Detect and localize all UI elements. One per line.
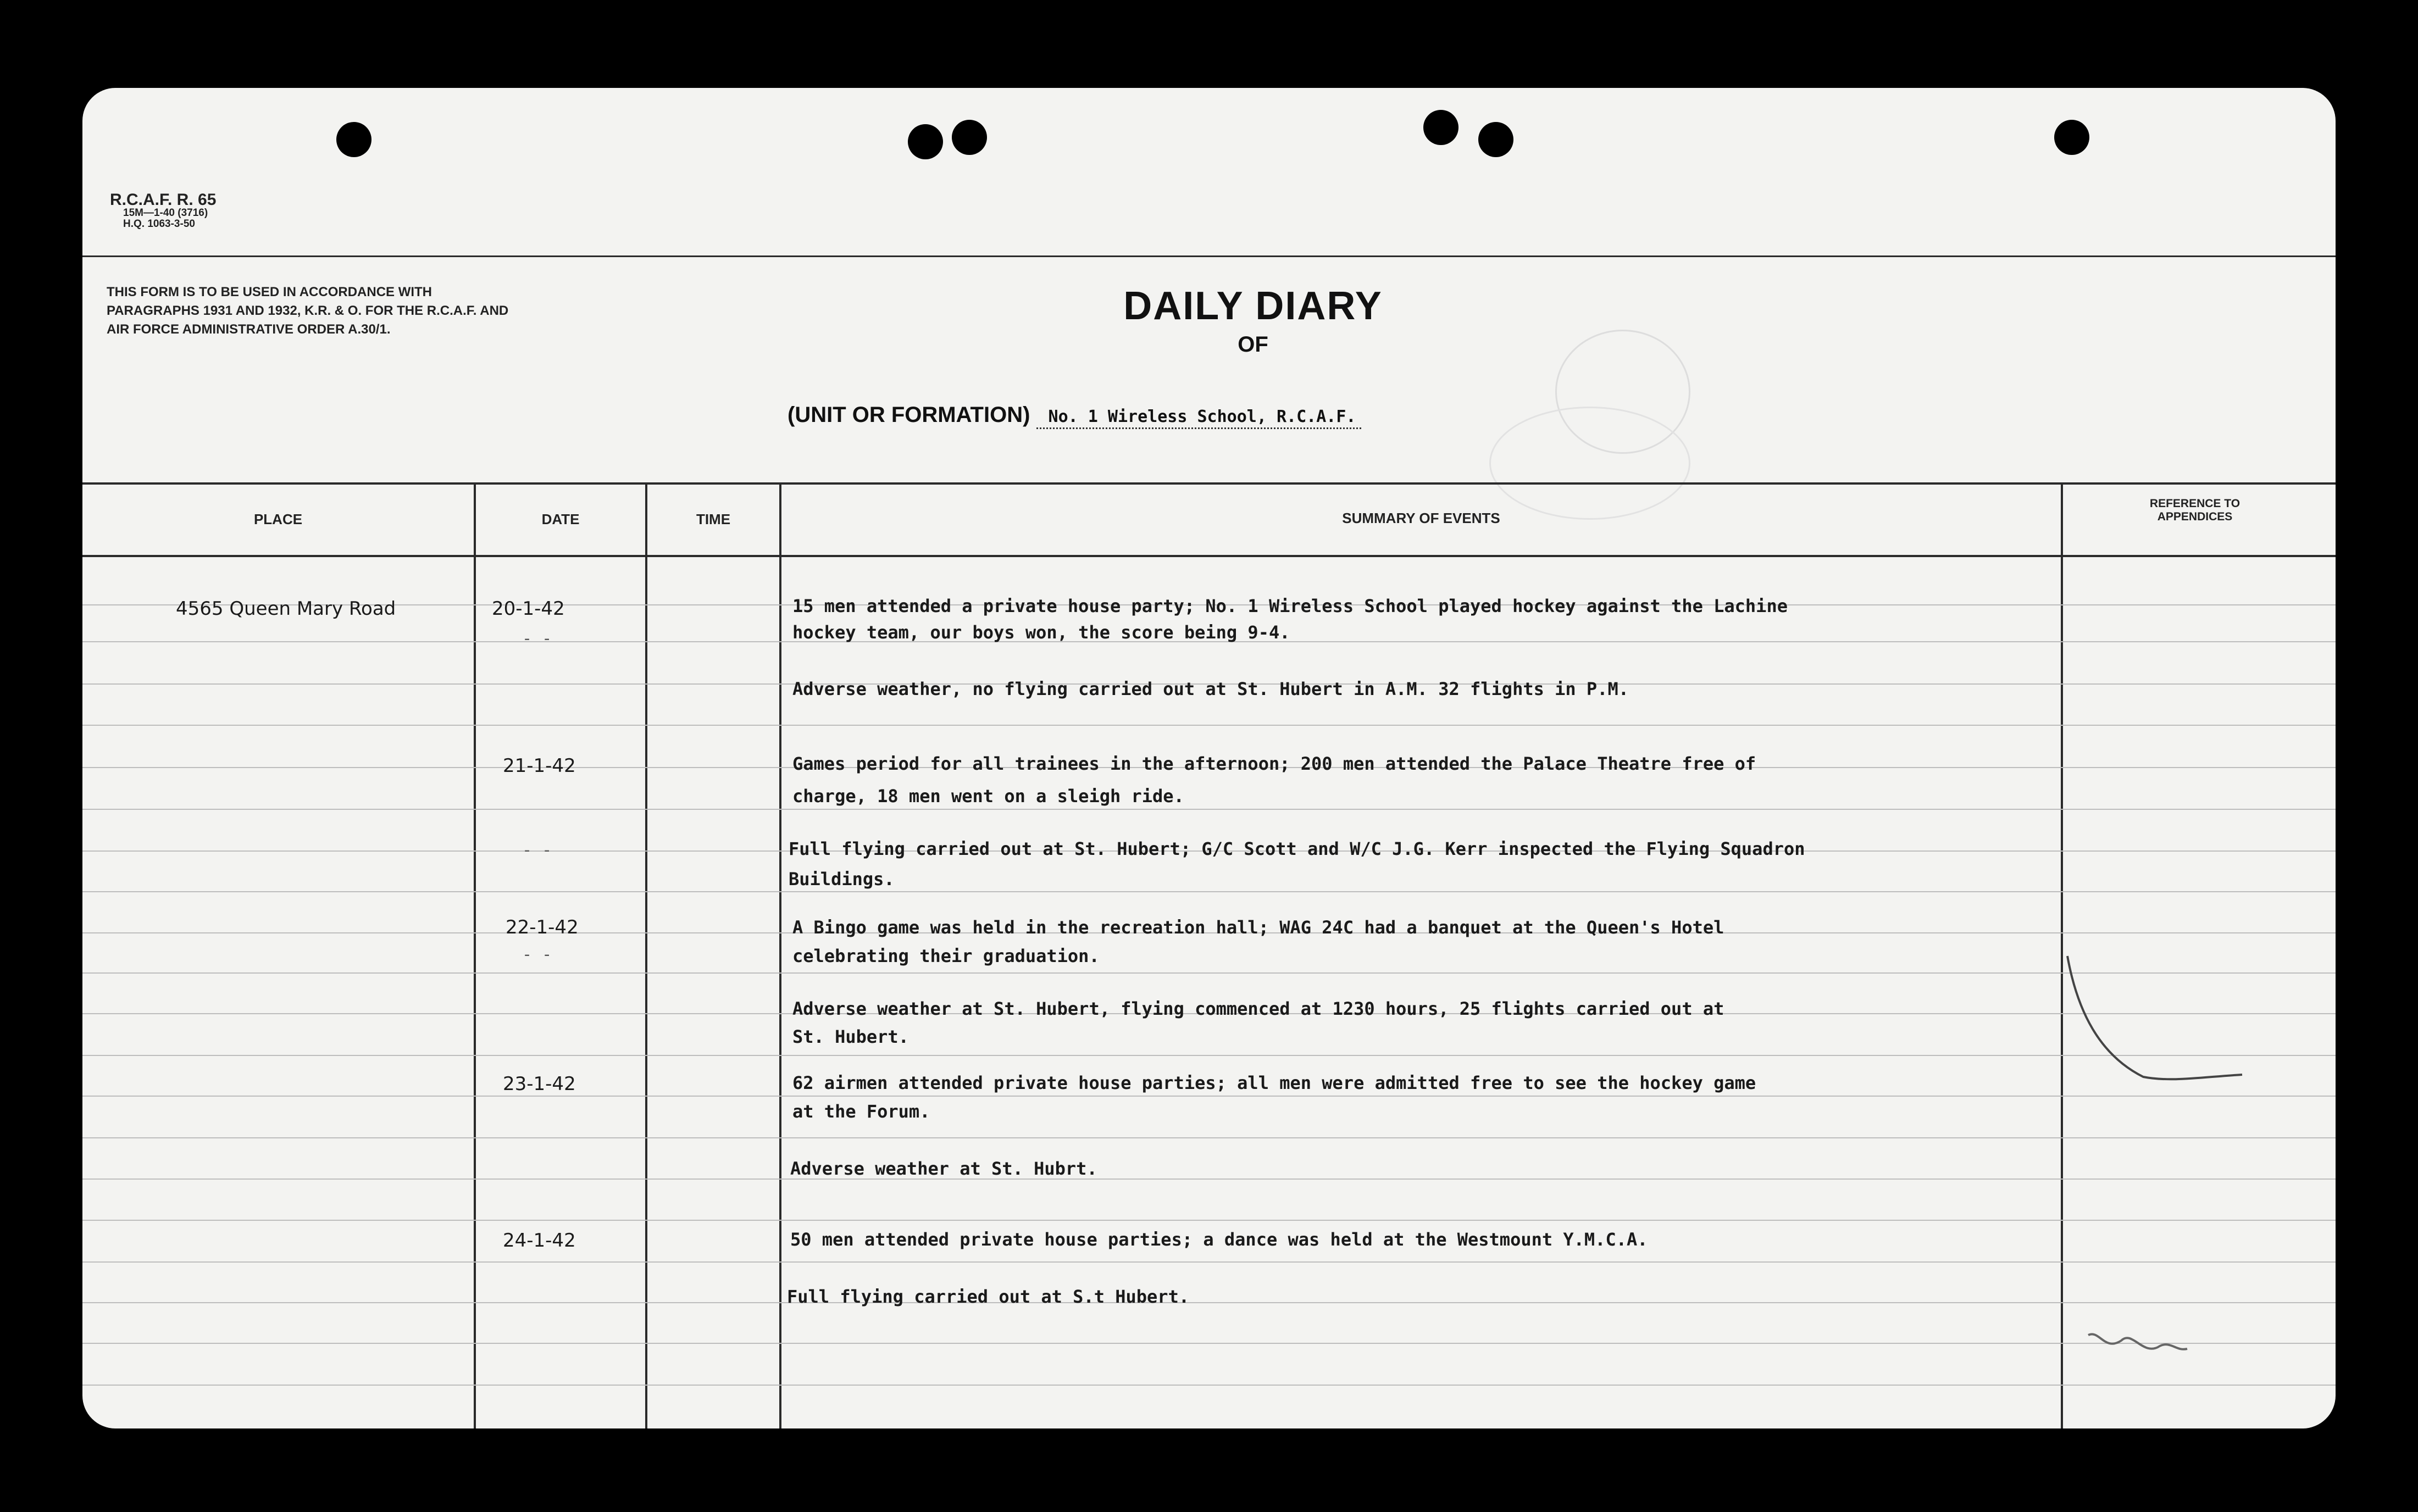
summary-line: Full flying carried out at S.t Hubert.	[787, 1286, 1190, 1307]
ruled-line	[82, 1179, 2336, 1180]
form-code	[110, 192, 216, 230]
ruled-line	[82, 1302, 2336, 1303]
summary-line: 15 men attended a private house party; No. 1 Wireless School played hockey against the Lachine	[792, 596, 1788, 616]
reference-pen-mark	[2061, 945, 2281, 1088]
ruled-line	[82, 809, 2336, 810]
header-divider	[82, 255, 2336, 257]
column-header-date: DATE	[541, 511, 580, 527]
entry-date: 20-1-42	[492, 598, 565, 620]
summary-line: St. Hubert.	[792, 1026, 909, 1047]
summary-line: 50 men attended private house parties; a dance was held at the Westmount Y.M.C.A.	[790, 1229, 1648, 1250]
dash-mark: - -	[522, 841, 552, 860]
form-code-line: 15M—1-40 (3716)	[123, 207, 208, 219]
punch-hole	[336, 122, 371, 157]
unit-line	[787, 403, 1361, 427]
unit-label: (UNIT OR FORMATION)	[787, 403, 1030, 427]
summary-line: 62 airmen attended private house parties; all men were admitted free to see the hockey game	[792, 1072, 1756, 1093]
column-header-summary: SUMMARY OF EVENTS	[1342, 510, 1500, 526]
punch-hole	[952, 120, 987, 155]
column-divider	[779, 482, 781, 1428]
summary-line: Adverse weather at St. Hubrt.	[790, 1158, 1097, 1179]
ruled-line	[82, 725, 2336, 726]
ruled-line	[82, 1261, 2336, 1263]
dash-mark: - -	[522, 945, 552, 964]
form-code-line: R.C.A.F. R. 65	[110, 191, 217, 209]
entry-date: 21-1-42	[503, 755, 576, 777]
table-top-border	[82, 482, 2336, 485]
ruled-line	[82, 1137, 2336, 1138]
summary-line: Buildings.	[789, 869, 895, 890]
table-header-border	[82, 555, 2336, 557]
ruled-line	[82, 972, 2336, 974]
column-header-place: PLACE	[253, 511, 303, 527]
title-of: OF	[1238, 332, 1268, 357]
column-header-reference: REFERENCE TO APPENDICES	[2149, 497, 2240, 523]
ruled-line	[82, 1343, 2336, 1344]
column-divider	[645, 482, 647, 1428]
form-code-line: H.Q. 1063-3-50	[123, 218, 195, 230]
summary-line: A Bingo game was held in the recreation hall; WAG 24C had a banquet at the Queen's Hotel	[792, 917, 1724, 938]
ruled-line	[82, 1055, 2336, 1056]
pencil-mark	[1489, 407, 1690, 520]
dash-mark: - -	[522, 629, 552, 648]
summary-line: Adverse weather at St. Hubert, flying commenced at 1230 hours, 25 flights carried out at	[792, 998, 1724, 1019]
ruled-line	[82, 891, 2336, 892]
reference-pen-squiggle	[2083, 1319, 2204, 1368]
column-divider	[474, 482, 476, 1428]
unit-value: No. 1 Wireless School, R.C.A.F.	[1036, 407, 1362, 429]
summary-line: hockey team, our boys won, the score being 9-4.	[792, 622, 1290, 643]
punch-hole	[2054, 120, 2089, 155]
punch-hole	[1478, 122, 1513, 157]
diary-card	[82, 88, 2336, 1428]
summary-line: Games period for all trainees in the afternoon; 200 men attended the Palace Theatre free of	[792, 753, 1756, 774]
entry-date: 22-1-42	[506, 916, 579, 938]
punch-hole	[1423, 110, 1458, 145]
ruled-line	[82, 1220, 2336, 1221]
entry-date: 23-1-42	[503, 1073, 576, 1095]
title-text: DAILY DIARY	[1123, 284, 1383, 328]
entry-date: 24-1-42	[503, 1230, 576, 1252]
entry-place: 4565 Queen Mary Road	[176, 598, 396, 620]
ruled-line	[82, 1385, 2336, 1386]
form-instructions: THIS FORM IS TO BE USED IN ACCORDANCE WITH PARAGRAPHS 1931 AND 1932, K.R. & O. FOR THE R.C.A.F. AND AIR FORCE ADMINISTRATIVE ORDER A.30/1.	[107, 285, 509, 337]
column-header-time: TIME	[696, 511, 731, 527]
summary-line: charge, 18 men went on a sleigh ride.	[792, 786, 1184, 807]
page-title	[1017, 283, 1489, 360]
summary-line: celebrating their graduation.	[792, 946, 1100, 966]
summary-line: Adverse weather, no flying carried out at St. Hubert in A.M. 32 flights in P.M.	[792, 679, 1629, 699]
summary-line: at the Forum.	[792, 1101, 930, 1122]
summary-line: Full flying carried out at St. Hubert; G/C Scott and W/C J.G. Kerr inspected the Flying Squadron	[789, 838, 1805, 859]
punch-hole	[908, 124, 943, 159]
